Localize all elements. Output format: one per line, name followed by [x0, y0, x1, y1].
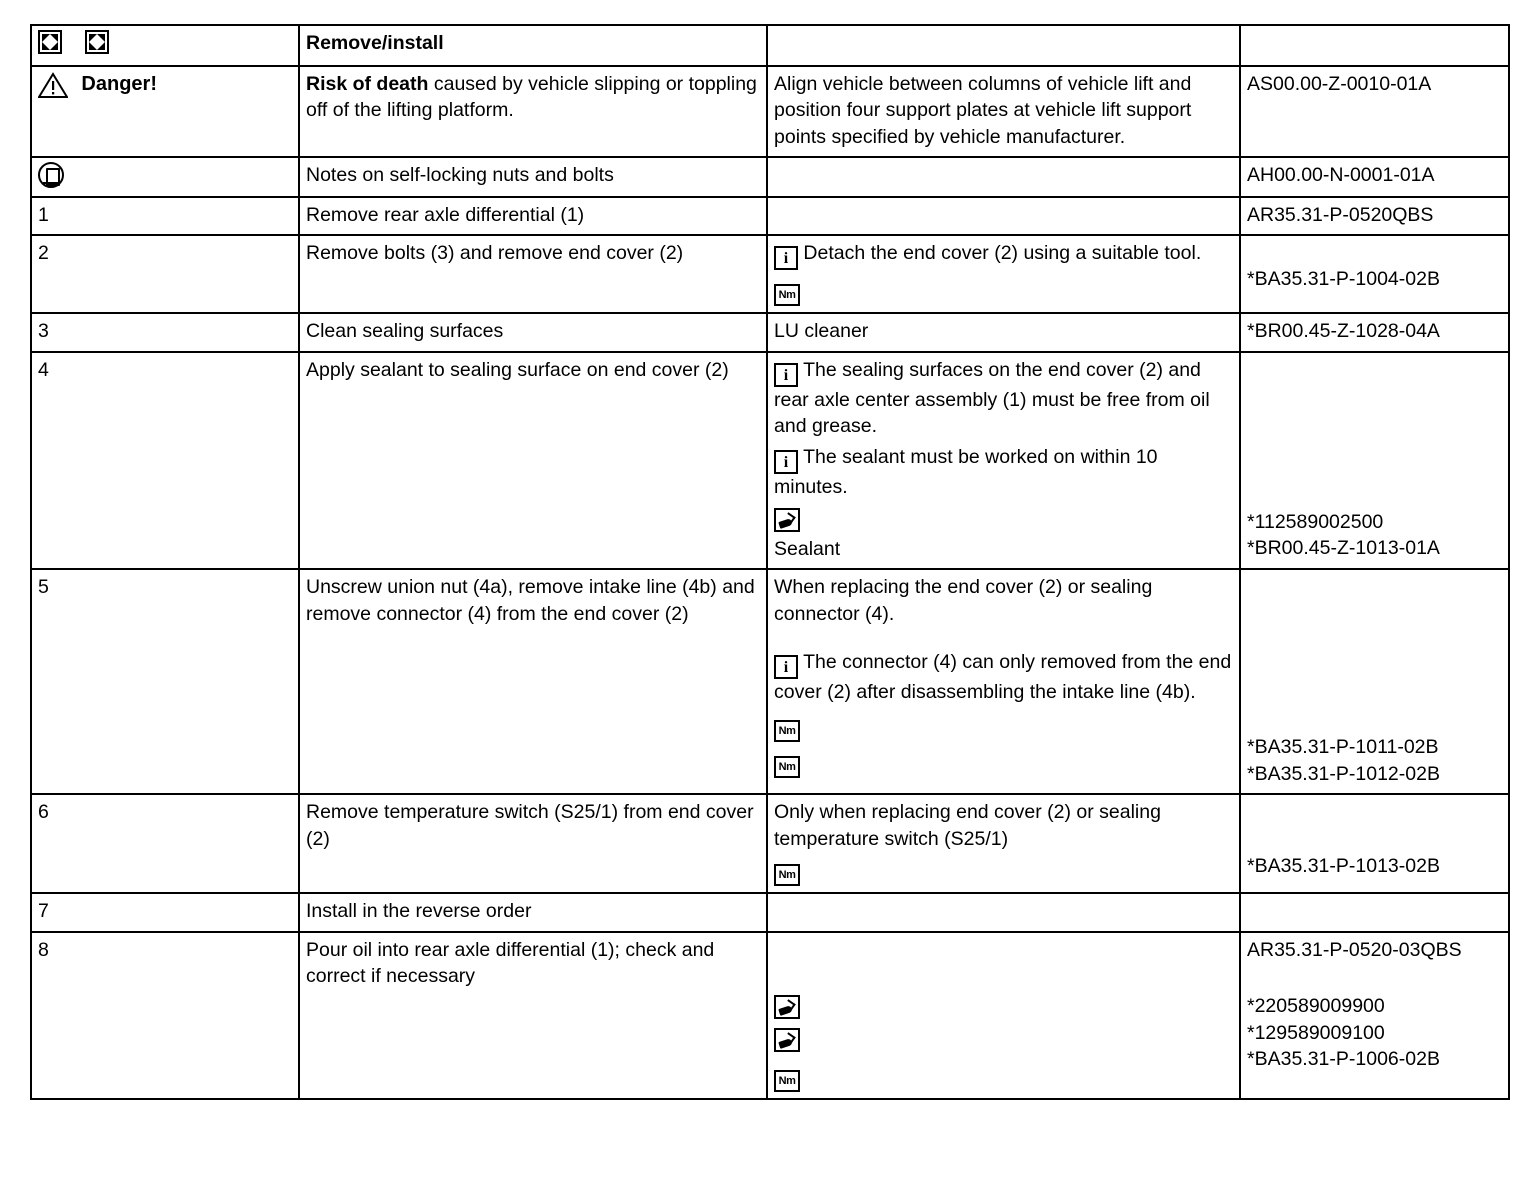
step-number: 8 — [31, 932, 299, 1099]
self-locking-operation-cell: Notes on self-locking nuts and bolts — [299, 157, 767, 197]
table-row — [31, 932, 1509, 1099]
step-operation: Clean sealing surfaces — [299, 313, 767, 352]
arrows-in-icon[interactable] — [85, 30, 109, 54]
arrows-out-icon[interactable] — [38, 30, 62, 54]
step-operation: Apply sealant to sealing surface on end cover (2) — [299, 352, 767, 570]
step-number: 3 — [31, 313, 299, 352]
step-note — [767, 794, 1240, 893]
step-reference — [1240, 794, 1509, 893]
danger-reference-cell: AS00.00-Z-0010-01A — [1240, 66, 1509, 158]
table-header-row — [31, 25, 1509, 66]
step-note-text: Only when replacing end cover (2) or sealing temperature switch (S25/1) — [774, 801, 1161, 850]
step-operation: Pour oil into rear axle differential (1); check and correct if necessary — [299, 932, 767, 1099]
step-operation: Remove temperature switch (S25/1) from end cover (2) — [299, 794, 767, 893]
warning-triangle-icon — [38, 72, 68, 98]
header-reference-cell — [1240, 25, 1509, 66]
step-reference — [1240, 352, 1509, 570]
step-reference — [1240, 569, 1509, 794]
self-locking-note-cell — [767, 157, 1240, 197]
step-note — [767, 352, 1240, 570]
step-reference-text: *112589002500 — [1247, 510, 1384, 533]
step-operation: Remove bolts (3) and remove end cover (2) — [299, 235, 767, 313]
step-reference: *BR00.45-Z-1028-04A — [1240, 313, 1509, 352]
risk-of-death-label: Risk of death — [306, 72, 429, 95]
table-row — [31, 197, 1509, 236]
step-number: 1 — [31, 197, 299, 236]
step-reference-text: AR35.31-P-0520-03QBS — [1247, 938, 1462, 961]
step-reference-text: *129589009100 — [1247, 1021, 1385, 1044]
step-number: 7 — [31, 893, 299, 932]
risk-of-death-text: caused by vehicle slipping or toppling off of the lifting platform. — [306, 72, 757, 122]
danger-note-cell: Align vehicle between columns of vehicle lift and position four support plates at vehicle lift support points specified by vehicle manufacturer. — [767, 66, 1240, 158]
info-icon: i — [774, 363, 798, 387]
self-locking-icon-cell — [31, 157, 299, 197]
step-note-text: The sealant must be worked on within 10 minutes. — [774, 445, 1158, 498]
step-reference-text: *BA35.31-P-1011-02B — [1247, 736, 1439, 759]
table-row — [31, 569, 1509, 794]
info-icon: i — [774, 246, 798, 270]
table-row — [31, 157, 1509, 197]
table-row — [31, 352, 1509, 570]
step-number: 4 — [31, 352, 299, 570]
torque-nm-icon: Nm — [774, 720, 800, 742]
sealant-icon — [774, 995, 800, 1019]
step-operation: Unscrew union nut (4a), remove intake line (4b) and remove connector (4) from the end cover (2) — [299, 569, 767, 794]
step-operation: Remove rear axle differential (1) — [299, 197, 767, 236]
torque-nm-icon: Nm — [774, 864, 800, 886]
step-number: 6 — [31, 794, 299, 893]
step-note — [767, 893, 1240, 932]
header-note-cell — [767, 25, 1240, 66]
remove-install-table — [30, 24, 1510, 1100]
torque-nm-icon: Nm — [774, 1070, 800, 1092]
info-icon: i — [774, 450, 798, 474]
header-icons-cell — [31, 25, 299, 66]
self-locking-reference-cell: AH00.00-N-0001-01A — [1240, 157, 1509, 197]
table-row — [31, 313, 1509, 352]
sealant-icon — [774, 508, 800, 532]
header-operation-cell: Remove/install — [299, 25, 767, 66]
torque-nm-icon: Nm — [774, 756, 800, 778]
step-reference — [1240, 235, 1509, 313]
step-note-text: The sealing surfaces on the end cover (2) and rear axle center assembly (1) must be free from oil and grease. — [774, 358, 1210, 438]
step-number: 2 — [31, 235, 299, 313]
step-reference-text: *BA35.31-P-1006-02B — [1247, 1048, 1440, 1071]
table-row — [31, 893, 1509, 932]
sealant-label: Sealant — [774, 537, 841, 560]
danger-cell — [31, 66, 299, 158]
step-note — [767, 197, 1240, 236]
table-row — [31, 235, 1509, 313]
step-reference-text: *BA35.31-P-1004-02B — [1247, 268, 1440, 291]
step-reference-text: *BR00.45-Z-1013-01A — [1247, 537, 1440, 560]
step-operation: Install in the reverse order — [299, 893, 767, 932]
danger-label: Danger! — [81, 72, 157, 95]
step-note — [767, 235, 1240, 313]
sealant-icon — [774, 1028, 800, 1052]
step-reference: AR35.31-P-0520QBS — [1240, 197, 1509, 236]
step-note — [767, 569, 1240, 794]
step-reference — [1240, 932, 1509, 1099]
step-note — [767, 932, 1240, 1099]
step-note: LU cleaner — [767, 313, 1240, 352]
table-row — [31, 66, 1509, 158]
danger-operation-cell — [299, 66, 767, 158]
self-locking-nut-icon — [38, 162, 64, 188]
step-reference-text: *BA35.31-P-1013-02B — [1247, 855, 1440, 878]
torque-nm-icon: Nm — [774, 284, 800, 306]
step-reference-text: *220589009900 — [1247, 995, 1385, 1018]
step-note-text: When replacing the end cover (2) or sealing connector (4). — [774, 576, 1153, 625]
info-icon: i — [774, 655, 798, 679]
step-reference — [1240, 893, 1509, 932]
step-note-text: The connector (4) can only removed from the end cover (2) after disassembling the intake line (4b). — [774, 651, 1232, 704]
step-number: 5 — [31, 569, 299, 794]
step-note-text: Detach the end cover (2) using a suitable tool. — [803, 242, 1202, 265]
step-reference-text: *BA35.31-P-1012-02B — [1247, 762, 1440, 785]
table-row — [31, 794, 1509, 893]
